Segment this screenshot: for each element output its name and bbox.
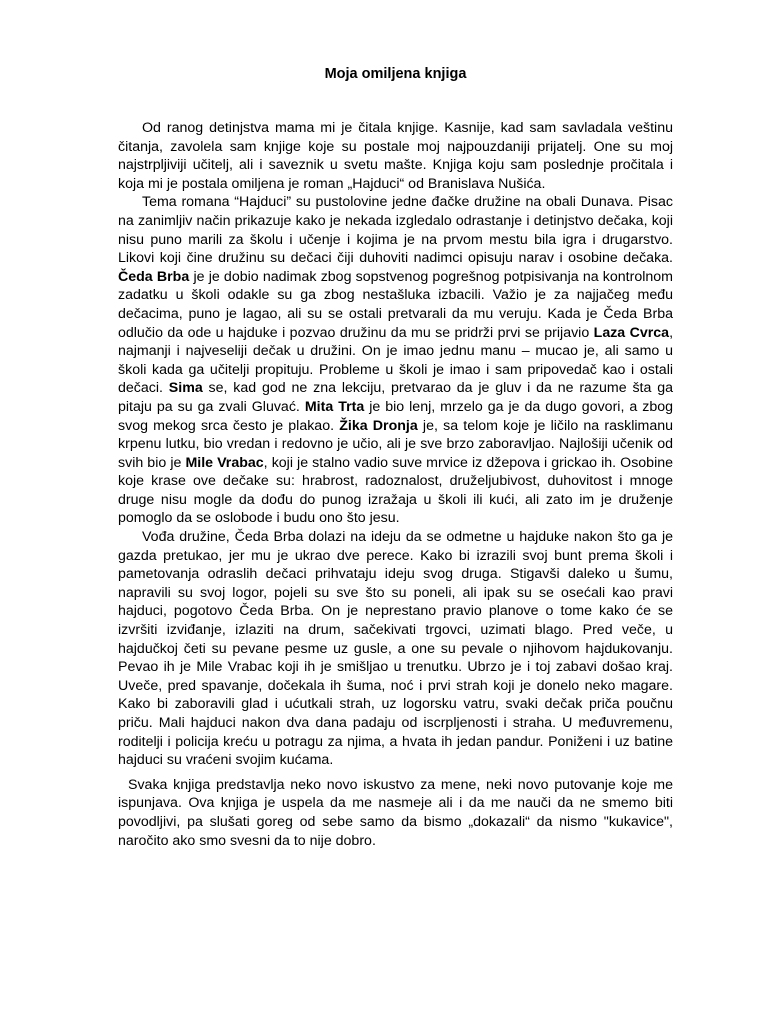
document-page: [118, 64, 673, 850]
character-name-laza-cvrca: Laza Cvrca: [593, 324, 670, 341]
paragraph-conclusion: Svaka knjiga predstavlja neko novo iskustvo za mene, neki novo putovanje koje me ispunjava. Ova knjiga je uspela da me nasmeje ali i da me nauči da ne smemo biti povodljivi, pa slušati goreg od sebe samo da bismo „dokazali“ da nismo "kukavice", naročito ako smo svesni da to nije dobro.: [118, 776, 673, 849]
text-segment: se, kad god ne zna lekciju, pretvarao da je gluv i da ne razume šta ga pitaju pa su ga zvali Gluvać.: [118, 380, 674, 415]
text-segment: je bio lenj, mrzelo ga je da dugo govori, a zbog svog mekog srca često je plakao.: [118, 398, 674, 434]
text-segment: , koji je stalno vadio suve mrvice iz džepova i grickao ih. Osobine koje krase ove dečake su: hrabrost, radoznalost, druželjubivost, duhovitost i mnoge druge nisu mogle da dođu do punog izražaja u školi ili kući, ali zato im je druženje pomoglo da se oslobode i budu ono što jesu.: [118, 454, 674, 527]
document-title: Moja omiljena knjiga: [324, 66, 467, 82]
character-name-mita-trta: Mita Trta: [304, 398, 365, 415]
character-name-mile-vrabac: Mile Vrabac: [185, 454, 264, 471]
character-name-sima: Sima: [168, 380, 203, 397]
text-segment: , najmanji i najveseliji dečak u družini. On je imao jednu manu – mucao je, ali samo u školi kada ga učitelji propituju. Probleme u školi je imao i sam pripovedač kao i ostali dečaci.: [118, 324, 674, 397]
paragraph-characters: [118, 193, 673, 528]
character-name-zika-dronja: Žika Dronja: [339, 417, 418, 434]
character-name-ceda-brba: Čeda Brba: [118, 268, 190, 285]
paragraph-intro: Od ranog detinjstva mama mi je čitala knjige. Kasnije, kad sam savladala veštinu čitanja, zavolela sam knjige koje su postale moj najpouzdaniji prijatelj. One su moj najstrpljiviji učitelj, ali i saveznik u svetu mašte. Knjiga koju sam poslednje pročitala i koja mi je postala omiljena je roman „Hajduci“ od Branislava Nušića.: [118, 120, 673, 192]
text-segment: Tema romana “Hajduci” su pustolovine jedne đačke družine na obali Dunava. Pisac na zanimljiv način prikazuje kako je nekada izgledalo odrastanje i detinjstvo dečaka, koji nisu puno marili za školu i učenje i kojima je na prvom mestu bila igra i drugarstvo. Likovi koji čine družinu su dečaci čiji duhoviti nadimci opisuju narav i osobine dečaka.: [118, 194, 673, 267]
paragraph-plot: Vođa družine, Čeda Brba dolazi na ideju da se odmetne u hajduke nakon što ga je gazda pretukao, jer mu je ukrao dve perece. Kako bi izrazili svoj bunt prema školi i pametovanja odraslih dečaci prihvataju ideju svog druga. Stigavši daleko u šumu, napravili su svoj logor, pojeli su sve što su poneli, ali ipak su se osećali kao pravi hajduci, pogotovo Čeda Brba. On je neprestano pravio planove o tome kako će se izvršiti izviđanje, izlaziti na drum, sačekivati trgovci, uzimati blago. Pred veče, u hajdučkoj četi su pevane pesme uz gusle, a one su pevale o njihovom hajdukovanju. Pevao ih je Mile Vrabac koji ih je smišljao u trenutku. Ubrzo je i toj zabavi došao kraj. Uveče, pred spavanje, dočekala ih šuma, noć i prvi strah koji je donelo neko magare. Kako bi zaboravili glad i ućutkali strah, uz logorsku vatru, svaki dečak priča poučnu priču. Mali hajduci nakon dva dana padaju od iscrpljenosti i straha. U međuvremenu, roditelji i policija kreću u potragu za njima, a hvata ih jedan pandur. Poniženi i uz batine hajduci su vraćeni svojim kućama.: [118, 529, 673, 769]
text-segment: je, sa telom koje je ličilo na rasklimanu krpenu lutku, bio vredan i redovno je učio, ali je sve brzo zaboravljao. Najlošiji učenik od svih bio je: [118, 417, 673, 471]
text-segment: je je dobio nadimak zbog sopstvenog pogrešnog potpisivanja na kontrolnom zadatku u školi odakle su ga zbog nestašluka izbacili. Važio je za najjačeg među dečacima, puno je lagao, ali su se ostali pretvarali da mu veruju. Kada je Čeda Brba odlučio da ode u hajduke i pozvao družinu da mu se pridrži prvi se prijavio: [118, 268, 673, 341]
